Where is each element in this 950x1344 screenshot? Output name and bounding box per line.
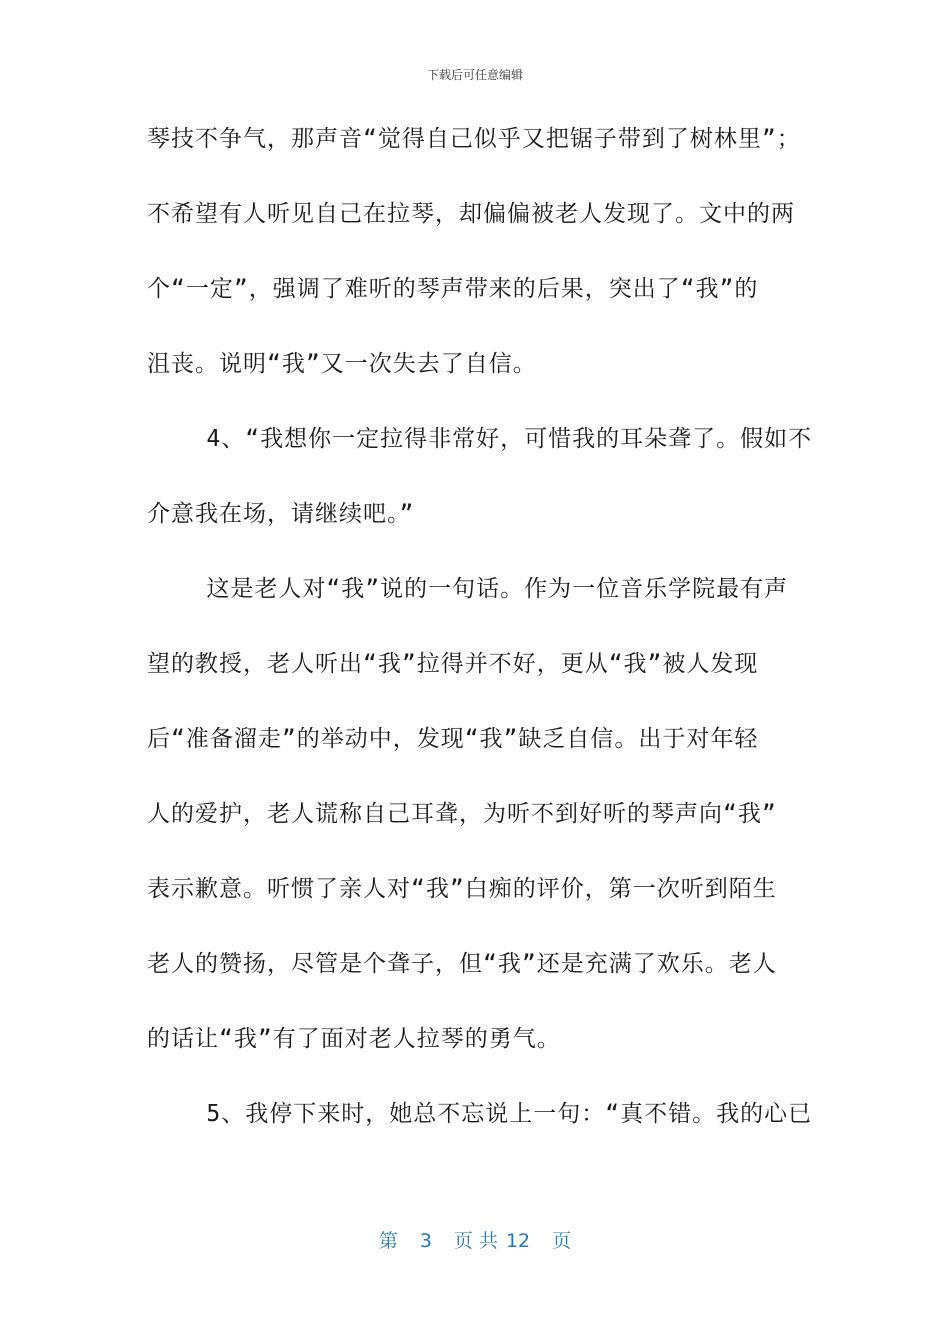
text-line: 5、我停下来时，她总不忘说上一句：“真不错。我的心已 bbox=[147, 1101, 813, 1127]
total-pages-number: 12 bbox=[505, 1230, 531, 1252]
text-line: 这是老人对“我”说的一句话。作为一位音乐学院最有声 bbox=[147, 576, 789, 602]
text-line: 老人的赞扬，尽管是个聋子，但“我”还是充满了欢乐。老人 bbox=[147, 951, 777, 977]
text-line: 表示歉意。听惯了亲人对“我”白痴的评价，第一次听到陌生 bbox=[147, 876, 777, 902]
current-page-number: 3 bbox=[419, 1230, 432, 1252]
text-line: 的话让“我”有了面对老人拉琴的勇气。 bbox=[147, 1026, 561, 1052]
footer-prefix: 第 bbox=[378, 1230, 398, 1252]
text-line: 个“一定”，强调了难听的琴声带来的后果，突出了“我”的 bbox=[147, 276, 759, 302]
text-line: 沮丧。说明“我”又一次失去了自信。 bbox=[147, 351, 537, 377]
text-line: 后“准备溜走”的举动中，发现“我”缺乏自信。出于对年轻 bbox=[147, 726, 759, 752]
footer-middle: 页 共 bbox=[453, 1230, 498, 1252]
text-line: 琴技不争气，那声音“觉得自己似乎又把锯子带到了树林里”； bbox=[147, 126, 801, 152]
footer-suffix: 页 bbox=[552, 1230, 572, 1252]
page-number-footer bbox=[0, 1226, 950, 1253]
text-line: 不希望有人听见自己在拉琴，却偏偏被老人发现了。文中的两 bbox=[147, 201, 795, 227]
text-line: 介意我在场，请继续吧。” bbox=[147, 501, 415, 527]
page-header: 下载后可任意编辑 bbox=[426, 68, 523, 82]
text-line: 望的教授，老人听出“我”拉得并不好，更从“我”被人发现 bbox=[147, 651, 759, 677]
text-line: 人的爱护，老人谎称自己耳聋，为听不到好听的琴声向“我” bbox=[147, 801, 777, 827]
text-line: 4、“我想你一定拉得非常好，可惜我的耳朵聋了。假如不 bbox=[147, 426, 813, 452]
